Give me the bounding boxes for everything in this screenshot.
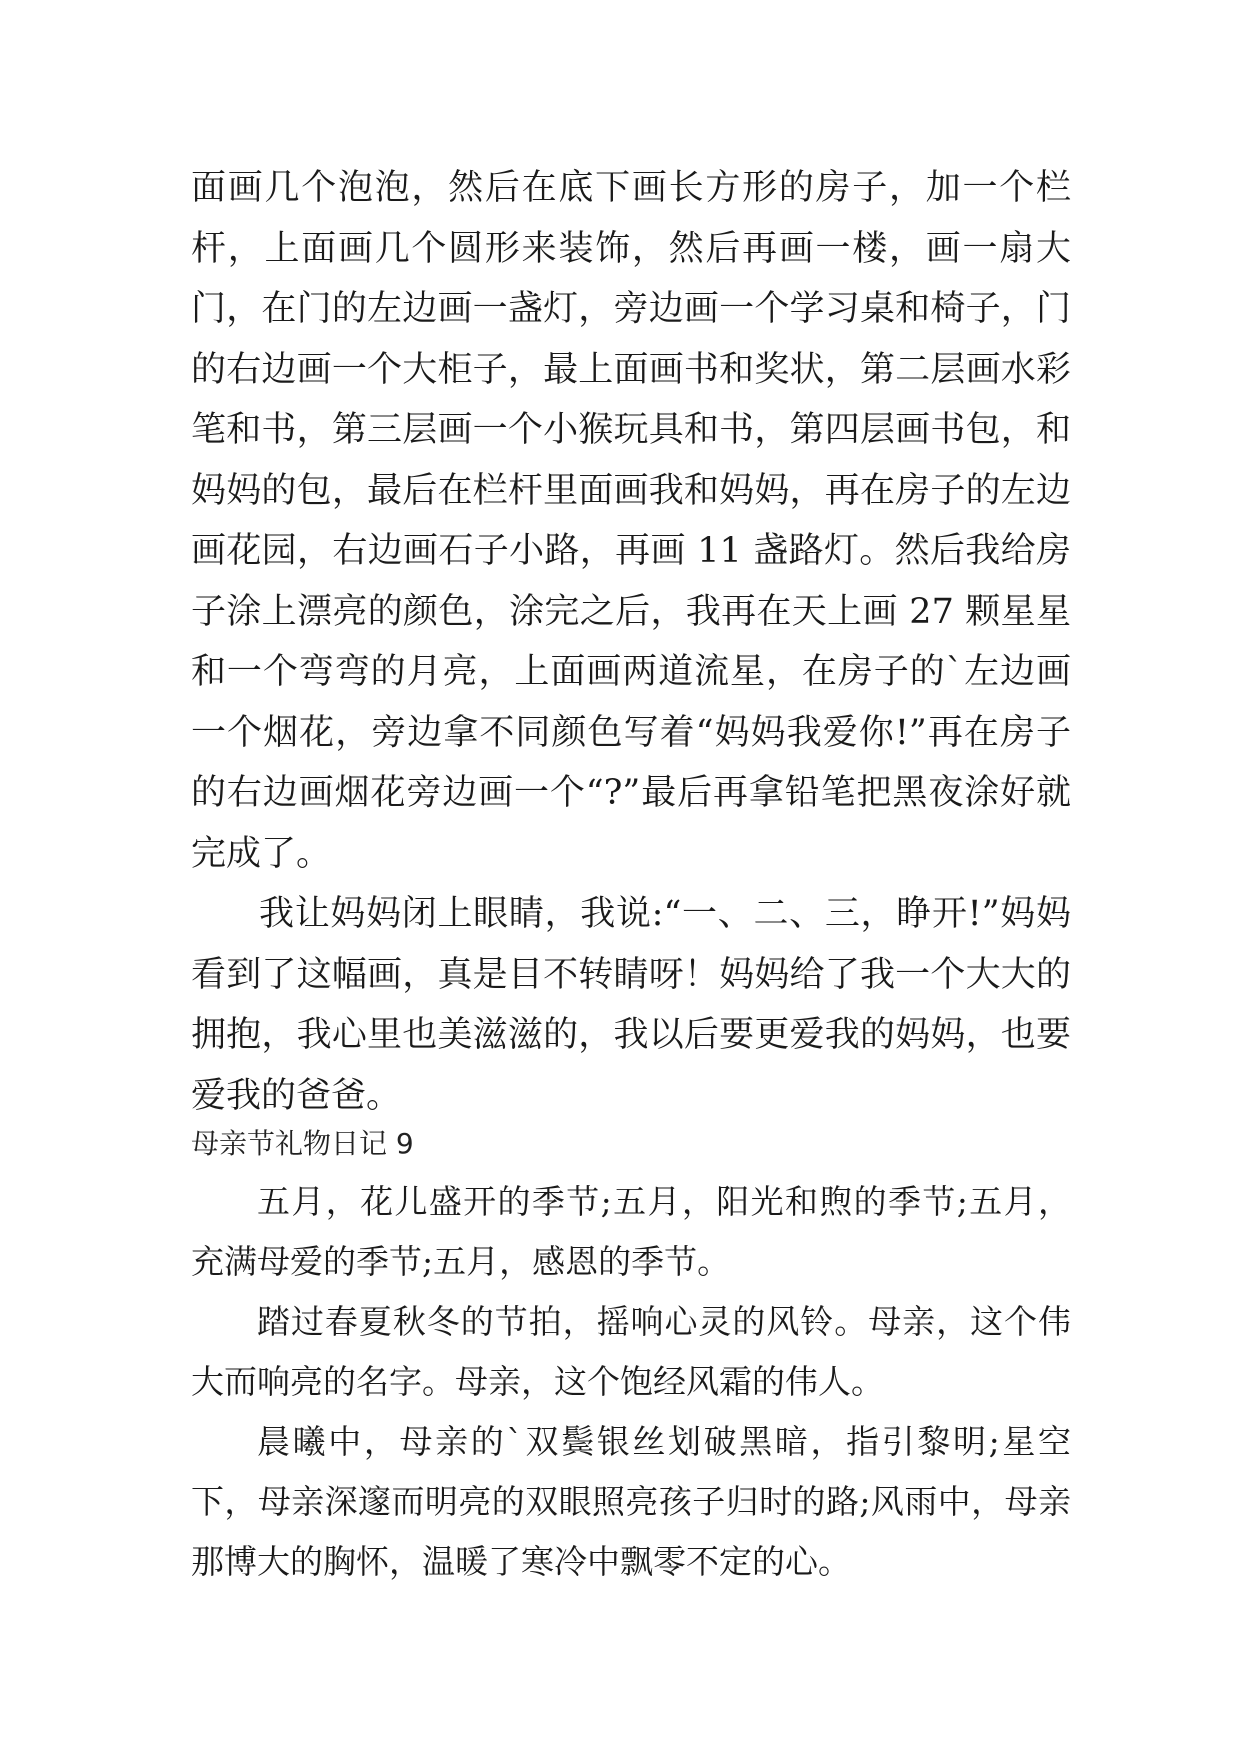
entry-body (191, 1172, 1071, 1592)
paragraph-mother-reaction: 我让妈妈闭上眼睛，我说:“一、二、三，睁开!”妈妈看到了这幅画，真是目不转睛呀！妈妈给了我一个大大的拥抱，我心里也美滋滋的，我以后要更爱我的妈妈，也要爱我的爸爸。 (191, 894, 1071, 1116)
entry-title: 母亲节礼物日记 9 (191, 1127, 414, 1160)
paragraph-mother-name: 踏过春夏秋冬的节拍，摇响心灵的风铃。母亲，这个伟大而响亮的名字。母亲，这个饱经风霜的伟人。 (191, 1302, 1071, 1401)
story-continuation (191, 158, 1071, 1126)
paragraph-drawing-description: 面画几个泡泡，然后在底下画长方形的房子，加一个栏杆，上面画几个圆形来装饰，然后再画一楼，画一扇大门，在门的左边画一盏灯，旁边画一个学习桌和椅子，门的右边画一个大柜子，最上面画书和奖状，第二层画水彩笔和书，第三层画一个小猴玩具和书，第四层画书包，和妈妈的包，最后在栏杆里面画我和妈妈，再在房子的左边画花园，右边画石子小路，再画 11 盏路灯。然后我给房子涂上漂亮的颜色，涂完之后，我再在天上画 27 颗星星和一个弯弯的月亮，上面画两道流星，在房子的`左边画一个烟花，旁边拿不同颜色写着“妈妈我爱你!”再在房子的右边画烟花旁边画一个“?”最后再拿铅笔把黑夜涂好就完成了。 (191, 168, 1071, 874)
paragraph-mother-love: 晨曦中，母亲的`双鬓银丝划破黑暗，指引黎明;星空下，母亲深邃而明亮的双眼照亮孩子归时的路;风雨中，母亲那博大的胸怀，温暖了寒冷中飘零不定的心。 (191, 1422, 1071, 1581)
paragraph-may-season: 五月，花儿盛开的季节;五月，阳光和煦的季节;五月，充满母爱的季节;五月，感恩的季节。 (191, 1182, 1071, 1281)
